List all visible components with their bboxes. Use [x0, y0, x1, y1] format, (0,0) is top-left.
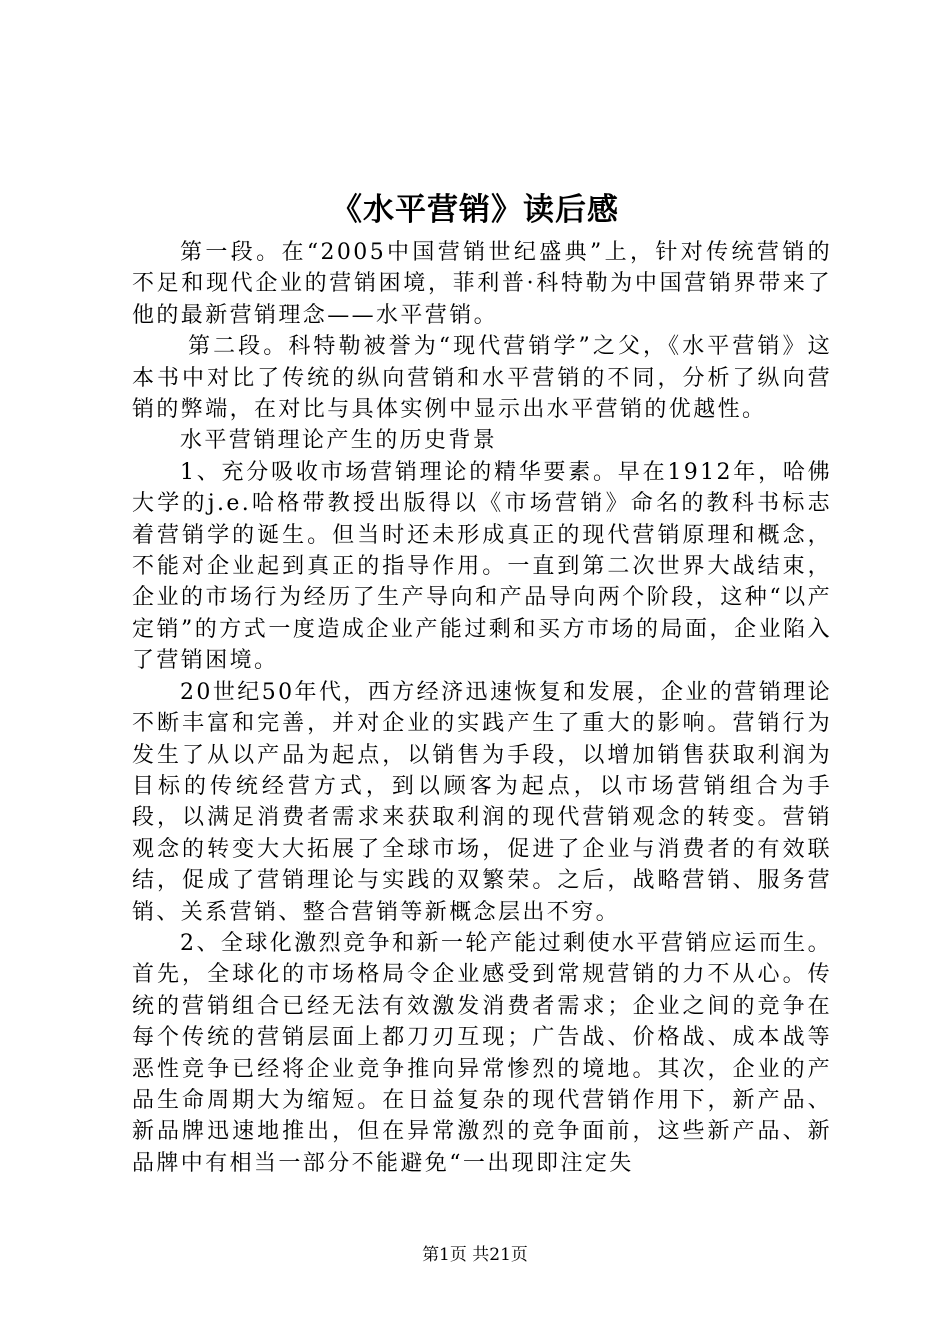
document-body [132, 237, 832, 1179]
paragraph-point-1: 1、充分吸收市场营销理论的精华要素。早在1912年，哈佛大学的j.e.哈格带教授出版得以《市场营销》命名的教科书标志着营销学的诞生。但当时还未形成真正的现代营销原理和概念，不能对企业起到真正的指导作用。一直到第二次世界大战结束，企业的市场行为经历了生产导向和产品导向两个阶段，这种“以产定销”的方式一度造成企业产能过剩和买方市场的局面，企业陷入了营销困境。 [132, 459, 832, 674]
paragraph-second: 第二段。科特勒被誉为“现代营销学”之父，《水平营销》这本书中对比了传统的纵向营销和水平营销的不同，分析了纵向营销的弊端，在对比与具体实例中显示出水平营销的优越性。 [132, 334, 832, 423]
paragraph-1950s: 20世纪50年代，西方经济迅速恢复和发展，企业的营销理论不断丰富和完善，并对企业的实践产生了重大的影响。营销行为发生了从以产品为起点，以销售为手段，以增加销售获取利润为目标的传统经营方式，到以顾客为起点，以市场营销组合为手段，以满足消费者需求来获取利润的现代营销观念的转变。营销观念的转变大大拓展了全球市场，促进了企业与消费者的有效联结，促成了营销理论与实践的双繁荣。之后，战略营销、服务营销、关系营销、整合营销等新概念层出不穷。 [132, 679, 832, 925]
paragraph-intro: 第一段。在“2005中国营销世纪盛典”上，针对传统营销的不足和现代企业的营销困境，菲利普·科特勒为中国营销界带来了他的最新营销理念——水平营销。 [132, 240, 832, 328]
page-number-footer: 第1页 共21页 [422, 1245, 528, 1265]
paragraph-point-2: 2、全球化激烈竞争和新一轮产能过剩使水平营销应运而生。首先，全球化的市场格局令企业感受到常规营销的力不从心。传统的营销组合已经无法有效激发消费者需求；企业之间的竞争在每个传统的营销层面上都刀刃互现；广告战、价格战、成本战等恶性竞争已经将企业竞争推向异常惨烈的境地。其次，企业的产品生命周期大为缩短。在日益复杂的现代营销作用下，新产品、新品牌迅速地推出，但在异常激烈的竞争面前，这些新产品、新品牌中有相当一部分不能避免“一出现即注定失 [132, 930, 832, 1176]
section-heading: 水平营销理论产生的历史背景 [180, 428, 498, 454]
document-title: 《水平营销》读后感 [331, 192, 619, 228]
